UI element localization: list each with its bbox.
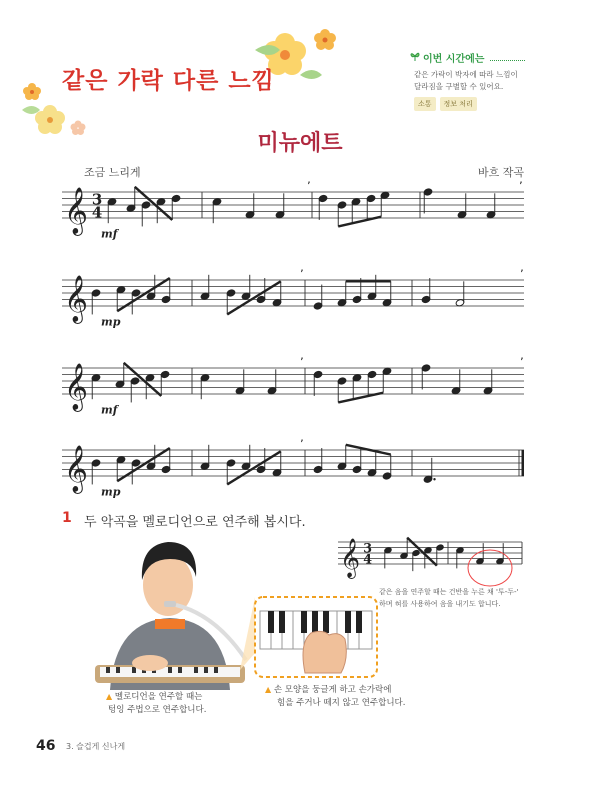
breath-mark: ’	[519, 179, 523, 193]
competency-tag: 정보 처리	[440, 97, 477, 111]
song-title: 미뉴에트	[257, 131, 343, 156]
competency-tag: 소통	[414, 97, 436, 111]
time-signature-top: 3	[91, 190, 103, 209]
treble-clef: 𝄞	[64, 274, 88, 322]
info-description: 같은 가락이 박자에 따라 느낌이	[414, 70, 518, 79]
breath-mark: ’	[300, 437, 304, 451]
breath-mark: ’	[300, 267, 304, 281]
time-signature-top: 3	[363, 540, 373, 556]
dynamic-marking: mp	[101, 485, 121, 499]
time-signature-bottom: 4	[363, 551, 373, 567]
info-heading: 이번 시간에는	[423, 54, 485, 65]
final-bar-line	[522, 450, 525, 476]
page-title: 같은 가락 다른 느낌	[62, 68, 275, 94]
photo-caption-left	[106, 690, 206, 717]
breath-mark: ’	[307, 179, 311, 193]
composer-credit: 바흐 작곡	[478, 166, 525, 179]
breath-mark: ’	[300, 355, 304, 369]
caption-line: 힘을 주거나 떼지 않고 연주합니다.	[277, 698, 406, 708]
triangle-icon: ▲	[106, 692, 113, 701]
question-text: 두 악곡을 멜로디언으로 연주해 봅시다.	[84, 515, 306, 530]
chapter-label: 3. 슬겁게 신나게	[66, 742, 126, 751]
question-number: 1	[62, 510, 72, 526]
treble-clef: 𝄞	[64, 186, 88, 234]
page-number: 46	[36, 738, 56, 754]
breath-mark: ’	[520, 355, 524, 369]
highlight-circle	[468, 550, 512, 586]
treble-clef: 𝄞	[64, 362, 88, 410]
dynamic-marking: mp	[101, 315, 121, 329]
caption-line: 같은 음을 연주할 때는 건반을 누른 채 '투-두-'	[379, 588, 519, 596]
dynamic-marking: mf	[101, 403, 118, 417]
photo-caption-right	[265, 683, 405, 710]
melodica-photo	[80, 525, 410, 690]
tempo-marking: 조금 느리게	[84, 166, 141, 179]
triangle-icon: ▲	[265, 685, 272, 694]
caption-line: 텅잉 주법으로 연주합니다.	[108, 705, 207, 715]
time-signature-bottom: 4	[91, 203, 103, 222]
dot	[433, 478, 435, 480]
caption-line: 멜로디언을 연주할 때는	[114, 692, 203, 702]
info-description: 달라짐을 구별할 수 있어요.	[414, 82, 504, 91]
caption-line: 하며 혀를 사용하여 음을 내기도 합니다.	[379, 600, 501, 608]
treble-clef: 𝄞	[340, 537, 361, 578]
treble-clef: 𝄞	[64, 444, 88, 492]
caption-line: 손 모양을 둥글게 하고 손가락에	[273, 685, 392, 695]
dynamic-marking: mf	[101, 227, 118, 241]
breath-mark: ’	[520, 267, 524, 281]
